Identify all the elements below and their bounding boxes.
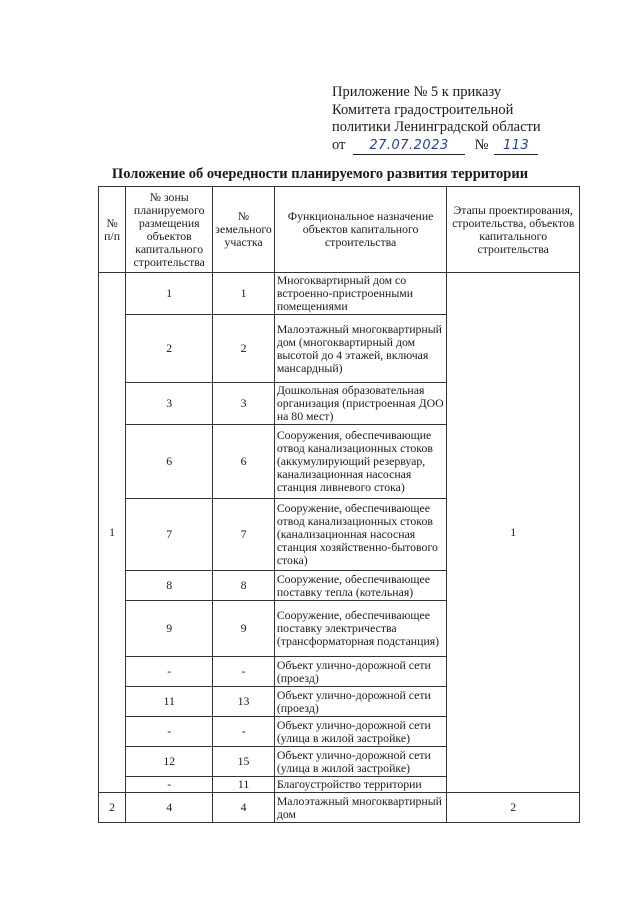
zone-cell: 3 xyxy=(126,383,213,425)
function-cell: Сооружение, обеспечивающее поставку тепла (котельная) xyxy=(274,571,447,601)
header-row-number: № п/п xyxy=(99,187,126,273)
handwritten-number: 113 xyxy=(502,137,530,153)
plot-cell: 7 xyxy=(213,499,275,571)
date-field xyxy=(353,137,465,156)
zone-cell: 2 xyxy=(126,315,213,383)
zone-cell: - xyxy=(126,657,213,687)
group-2-stage: 2 xyxy=(447,793,580,823)
from-label: от xyxy=(332,136,346,153)
header-line-2: Комитета градостроительной xyxy=(332,101,514,118)
function-cell: Малоэтажный многоквартирный дом xyxy=(274,793,447,823)
group-1-stage: 1 xyxy=(447,273,580,793)
table-row xyxy=(99,793,580,823)
function-cell: Объект улично-дорожной сети (проезд) xyxy=(274,687,447,717)
zone-cell: - xyxy=(126,777,213,793)
function-cell: Малоэтажный многоквартирный дом (многоквартирный дом высотой до 4 этажей, включая мансардный) xyxy=(274,315,447,383)
document-title: Положение об очередности планируемого развития территории xyxy=(111,166,529,182)
number-label: № xyxy=(474,136,489,153)
plot-cell: 15 xyxy=(213,747,275,777)
function-cell: Объект улично-дорожной сети (проезд) xyxy=(274,657,447,687)
header-plot-number: № земельного участка xyxy=(213,187,275,273)
plot-cell: 9 xyxy=(213,601,275,657)
zone-cell: 7 xyxy=(126,499,213,571)
plot-cell: 3 xyxy=(213,383,275,425)
function-cell: Дошкольная образовательная организация (пристроенная ДОО на 80 мест) xyxy=(274,383,447,425)
function-cell: Сооружение, обеспечивающее отвод канализационных стоков (канализационная насосная станция хозяйственно-бытового стока) xyxy=(274,499,447,571)
number-field xyxy=(494,137,538,156)
table-row xyxy=(99,273,580,315)
plot-cell: 13 xyxy=(213,687,275,717)
zone-cell: 1 xyxy=(126,273,213,315)
order-attachment-header xyxy=(332,84,541,155)
plot-cell: - xyxy=(213,717,275,747)
zone-cell: 6 xyxy=(126,425,213,499)
plot-cell: 8 xyxy=(213,571,275,601)
header-zone-number: № зоны планируемого размещения объектов капитального строительства xyxy=(126,187,213,273)
zone-cell: 9 xyxy=(126,601,213,657)
function-cell: Многоквартирный дом со встроенно-пристроенными помещениями xyxy=(274,273,447,315)
plot-cell: 2 xyxy=(213,315,275,383)
function-cell: Сооружение, обеспечивающее поставку электричества (трансформаторная подстанция) xyxy=(274,601,447,657)
group-2-number: 2 xyxy=(99,793,126,823)
plot-cell: 1 xyxy=(213,273,275,315)
header-line-1: Приложение № 5 к приказу xyxy=(332,84,502,100)
zone-cell: 4 xyxy=(126,793,213,823)
plot-cell: 6 xyxy=(213,425,275,499)
zone-cell: - xyxy=(126,717,213,747)
development-order-table xyxy=(98,186,580,823)
function-cell: Объект улично-дорожной сети (улица в жилой застройке) xyxy=(274,747,447,777)
table-header-row xyxy=(99,187,580,273)
group-1-number: 1 xyxy=(99,273,126,793)
header-date-number-line xyxy=(332,137,541,156)
handwritten-date: 27.07.2023 xyxy=(369,137,449,153)
zone-cell: 12 xyxy=(126,747,213,777)
header-stages: Этапы проектирования, строительства, объектов капитального строительства xyxy=(447,187,580,273)
function-cell: Сооружения, обеспечивающие отвод канализационных стоков (аккумулирующий резервуар, канализационная насосная станция ливневого стока) xyxy=(274,425,447,499)
plot-cell: - xyxy=(213,657,275,687)
zone-cell: 11 xyxy=(126,687,213,717)
header-function: Функциональное назначение объектов капитального строительства xyxy=(274,187,447,273)
function-cell: Объект улично-дорожной сети (улица в жилой застройке) xyxy=(274,717,447,747)
plot-cell: 11 xyxy=(213,777,275,793)
function-cell: Благоустройство территории xyxy=(274,777,447,793)
zone-cell: 8 xyxy=(126,571,213,601)
plot-cell: 4 xyxy=(213,793,275,823)
header-line-3: политики Ленинградской области xyxy=(332,119,541,135)
